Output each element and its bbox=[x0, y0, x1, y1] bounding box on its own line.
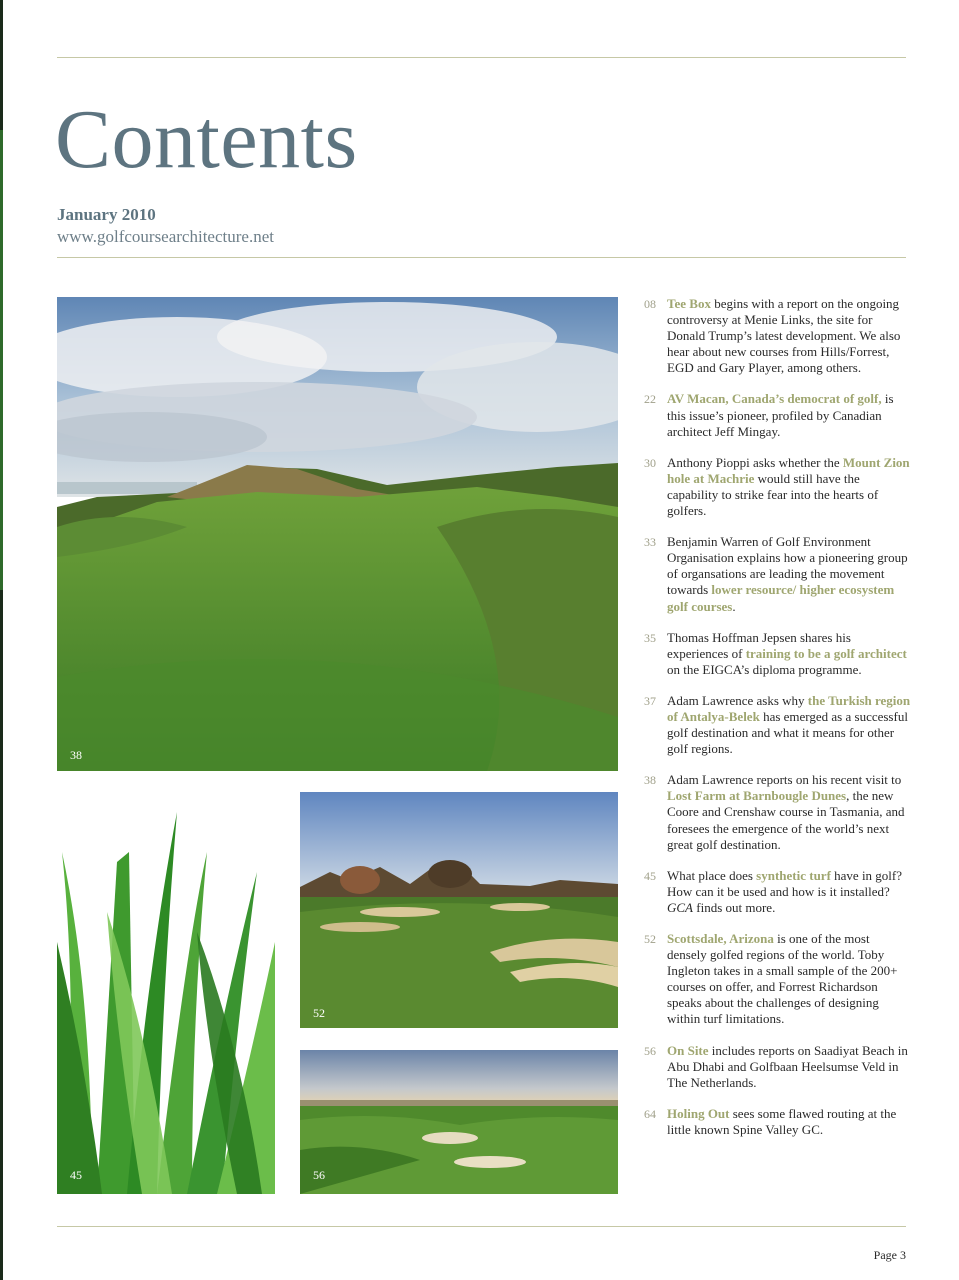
entry-text: Adam Lawrence reports on his recent visit to bbox=[667, 772, 902, 788]
footer-rule bbox=[57, 1226, 906, 1227]
contents-entry[interactable] bbox=[644, 931, 912, 1028]
entry-highlight: training to be a golf architect bbox=[745, 645, 907, 661]
entry-highlight: Scottsdale, Arizona bbox=[667, 931, 774, 946]
entry-text: would still have the capability to strike fear into the hearts of golfers. bbox=[667, 470, 879, 519]
contents-list bbox=[644, 296, 912, 1153]
entry-highlight: AV Macan, Canada’s democrat of golf, bbox=[667, 391, 882, 407]
contents-entry[interactable] bbox=[644, 693, 912, 757]
entry-highlight: lower resource/ higher ecosystem golf courses bbox=[667, 582, 895, 614]
abu-dhabi-course-photo[interactable] bbox=[300, 1050, 618, 1194]
entry-text: What place does bbox=[667, 867, 757, 883]
issue-date: January 2010 bbox=[57, 205, 156, 224]
photo-page-number: 52 bbox=[313, 1006, 325, 1020]
entry-description bbox=[667, 1043, 912, 1091]
entry-page-number: 38 bbox=[644, 773, 656, 788]
entry-highlight: On Site bbox=[667, 1042, 709, 1058]
links-fairway-photo[interactable] bbox=[57, 297, 618, 771]
entry-page-number: 33 bbox=[644, 535, 656, 550]
entry-text: begins with a report on the ongoing controversy at Menie Links, the site for Donald Trump’s latest development. We also hear about new courses from Hills/Forrest, EGD and Gary Player, among others. bbox=[667, 296, 901, 376]
entry-text: Benjamin Warren of Golf Environment Organisation explains how a pioneering group of organsations are leading the movement towards bbox=[667, 534, 908, 598]
contents-entry[interactable] bbox=[644, 296, 912, 376]
entry-text: have in golf? How can it be used and how is it installed? bbox=[667, 867, 903, 899]
contents-entry[interactable] bbox=[644, 772, 912, 852]
top-rule bbox=[57, 57, 906, 58]
entry-page-number: 37 bbox=[644, 693, 656, 708]
entry-text: . bbox=[732, 598, 736, 614]
entry-description bbox=[667, 455, 912, 519]
contents-entry[interactable] bbox=[644, 1043, 912, 1091]
contents-entry[interactable] bbox=[644, 868, 912, 916]
header-rule bbox=[57, 257, 906, 258]
page-number: Page 3 bbox=[873, 1248, 906, 1262]
entry-highlight: Holing Out bbox=[667, 1105, 730, 1121]
photo-page-number: 56 bbox=[313, 1168, 325, 1182]
entry-description bbox=[667, 296, 912, 376]
entry-page-number: 56 bbox=[644, 1043, 656, 1058]
entry-description bbox=[667, 534, 912, 614]
entry-text: Adam Lawrence asks why bbox=[667, 692, 808, 708]
binding-edge-accent bbox=[0, 130, 3, 590]
entry-description bbox=[667, 772, 912, 852]
entry-text: Anthony Pioppi asks whether the bbox=[667, 454, 843, 470]
entry-page-number: 45 bbox=[644, 868, 656, 883]
synthetic-turf-photo[interactable] bbox=[57, 792, 275, 1194]
entry-highlight: the Turkish region of Antalya-Belek bbox=[667, 692, 911, 724]
page-title: Contents bbox=[55, 93, 358, 186]
entry-text: includes reports on Saadiyat Beach in Abu Dhabi and Golfbaan Heelsumse Veld in The Netherlands. bbox=[667, 1042, 908, 1090]
entry-description bbox=[667, 693, 912, 757]
entry-page-number: 35 bbox=[644, 630, 656, 645]
contents-entry[interactable] bbox=[644, 630, 912, 678]
website-link[interactable]: www.golfcoursearchitecture.net bbox=[57, 227, 274, 246]
contents-entry[interactable] bbox=[644, 391, 912, 439]
entry-description bbox=[667, 630, 912, 678]
entry-description bbox=[667, 391, 912, 439]
entry-text: is one of the most densely golfed regions of the world. Toby Ingleton takes in a small sample of the 200+ courses on offer, and Forrest Richardson speaks about the challenges of designing within turf limitations. bbox=[667, 931, 898, 1027]
entry-page-number: 08 bbox=[644, 297, 656, 311]
contents-entry[interactable] bbox=[644, 1106, 912, 1138]
entry-page-number: 64 bbox=[644, 1106, 656, 1121]
entry-highlight: Mount Zion hole at Machrie bbox=[667, 454, 910, 486]
entry-page-number: 22 bbox=[644, 392, 656, 407]
entry-page-number: 30 bbox=[644, 455, 656, 470]
photo-page-number: 45 bbox=[70, 1168, 82, 1182]
entry-text: sees some flawed routing at the little known Spine Valley GC. bbox=[667, 1105, 897, 1137]
entry-text: is this issue’s pioneer, profiled by Canadian architect Jeff Mingay. bbox=[667, 391, 894, 439]
entry-text: , the new Coore and Crenshaw course in Tasmania, and foresees the emergence of the world’s next great golf destination. bbox=[667, 788, 905, 852]
entry-description bbox=[667, 931, 912, 1028]
entry-text: GCA bbox=[667, 899, 693, 915]
entry-page-number: 52 bbox=[644, 932, 656, 946]
entry-highlight: Lost Farm at Barnbougle Dunes bbox=[667, 788, 847, 804]
entry-text: finds out more. bbox=[693, 899, 776, 915]
entry-text: on the EIGCA’s diploma programme. bbox=[667, 661, 862, 677]
entry-description bbox=[667, 868, 912, 916]
desert-course-photo[interactable] bbox=[300, 792, 618, 1028]
contents-entry[interactable] bbox=[644, 455, 912, 519]
entry-description bbox=[667, 1106, 912, 1138]
entry-text: has emerged as a successful golf destination and what it means for other golf regions. bbox=[667, 708, 908, 757]
contents-entry[interactable] bbox=[644, 534, 912, 614]
entry-highlight: Tee Box bbox=[667, 296, 711, 311]
photo-page-number: 38 bbox=[70, 748, 82, 762]
entry-highlight: synthetic turf bbox=[756, 867, 831, 883]
entry-text: Thomas Hoffman Jepsen shares his experiences of bbox=[667, 629, 851, 661]
